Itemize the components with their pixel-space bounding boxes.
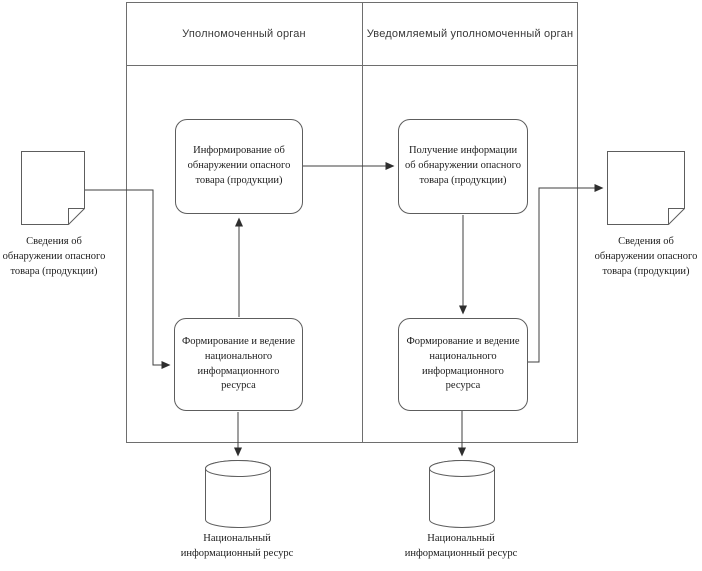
database-cylinder-icon-right	[429, 460, 495, 534]
lane-header-notified-authorized-body	[362, 2, 578, 65]
lane-label: Уполномоченный орган	[182, 27, 306, 40]
lane-label: Уведомляемый уполномоченный орган	[366, 27, 574, 40]
task-maintain-resource-left	[174, 318, 303, 411]
task-label: Информирование об обнаружении опасного товара (продукции)	[187, 145, 291, 186]
task-receiving-information	[398, 119, 528, 214]
lane-header-authorized-body	[126, 2, 362, 65]
database-label-right: Национальный информационный ресурс	[404, 533, 518, 560]
database-label-left: Национальный информационный ресурс	[180, 533, 294, 560]
task-informing-of-detection	[175, 119, 303, 214]
task-label: Формирование и ведение национального информационного ресурса	[182, 335, 295, 392]
document-label-right: Сведения об обнаружении опасного товара (продукции)	[594, 236, 698, 278]
document-icon-right	[607, 151, 686, 231]
task-maintain-resource-right	[398, 318, 528, 411]
task-label: Формирование и ведение национального информационного ресурса	[406, 335, 520, 392]
database-cylinder-icon-left	[205, 460, 271, 534]
document-label-left: Сведения об обнаружении опасного товара (продукции)	[2, 236, 106, 278]
task-label: Получение информации об обнаружении опасного товара (продукции)	[405, 145, 521, 186]
document-icon-left	[21, 151, 86, 231]
lane-divider	[362, 2, 363, 443]
lane-header-divider	[126, 65, 578, 66]
